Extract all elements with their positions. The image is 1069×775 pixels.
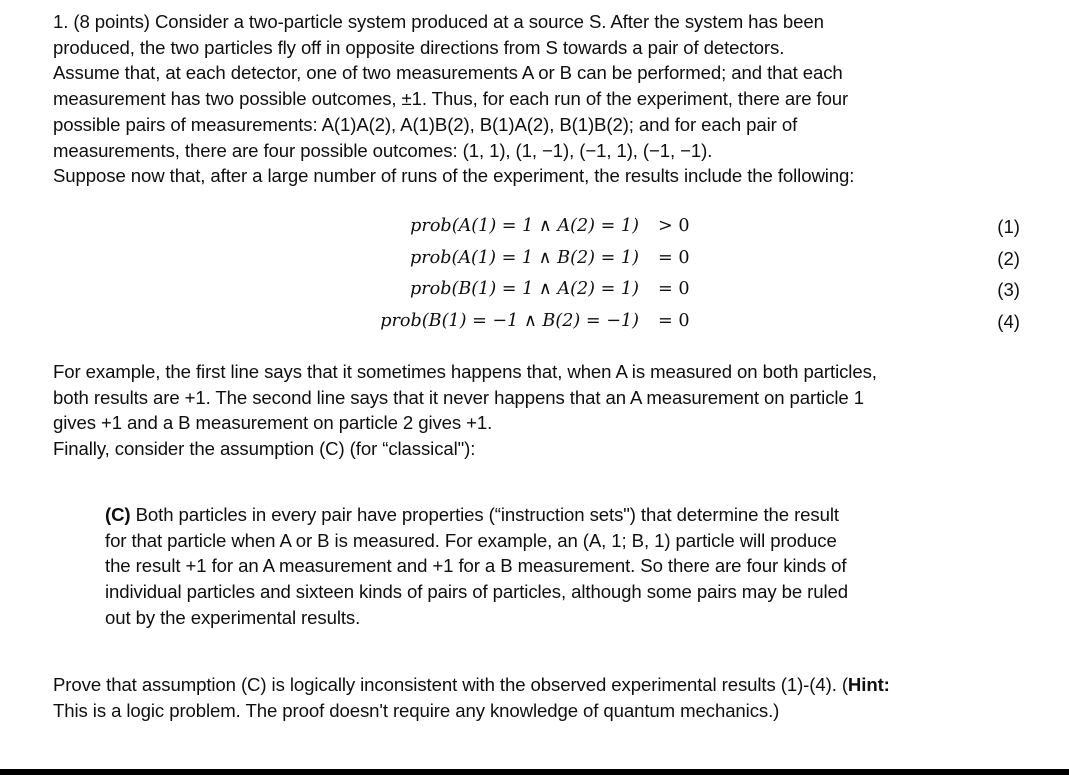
prove-instruction: [53, 672, 1033, 723]
equation-rhs: = 0: [658, 248, 690, 268]
intro-line: measurement has two possible outcomes, ±1. Thus, for each run of the experiment, there are four: [53, 88, 849, 110]
example-paragraph: [53, 359, 1033, 462]
example-line: For example, the first line says that it sometimes happens that, when A is measured on both particles,: [53, 361, 877, 382]
equation-rhs: > 0: [658, 216, 690, 236]
assumption-line: out by the experimental results.: [105, 606, 361, 628]
prove-line-1: [53, 672, 1033, 698]
assumption-label: (C): [105, 504, 131, 525]
equation-lhs: prob(A(1) = 1 ∧ B(2) = 1): [409, 248, 639, 268]
assumption-first-line-text: Both particles in every pair have properties (“instruction sets") that determine the result: [130, 504, 839, 525]
equation-block: [0, 214, 1069, 344]
intro-line: 1. (8 points) Consider a two-particle system produced at a source S. After the system has been: [53, 11, 824, 32]
example-line: Finally, consider the assumption (C) (for “classical"):: [53, 438, 476, 460]
prove-text: Prove that assumption (C) is logically inconsistent with the observed experimental results (1)-(4). (: [53, 674, 848, 695]
assumption-line: for that particle when A or B is measured. For example, an (A, 1; B, 1) particle will produce: [105, 529, 837, 551]
assumption-c-block: [105, 502, 1005, 631]
intro-line: measurements, there are four possible outcomes: (1, 1), (1, −1), (−1, 1), (−1, −1).: [53, 139, 713, 161]
equation-number: (4): [997, 311, 1020, 332]
equation-row: [0, 279, 1069, 310]
equation-lhs: prob(B(1) = −1 ∧ B(2) = −1): [380, 311, 639, 331]
intro-line: Assume that, at each detector, one of two measurements A or B can be performed; and that each: [53, 62, 843, 84]
problem-intro: [53, 9, 1033, 189]
example-line: both results are +1. The second line says that it never happens that an A measurement on particle 1: [53, 386, 864, 408]
equation-number: (2): [997, 248, 1020, 269]
hint-label: Hint:: [847, 674, 890, 695]
equation-rhs: = 0: [658, 311, 690, 331]
assumption-line: the result +1 for an A measurement and +1 for a B measurement. So there are four kinds of: [105, 555, 847, 577]
equation-row: [0, 311, 1069, 342]
equation-rhs: = 0: [658, 279, 690, 299]
intro-line: produced, the two particles fly off in opposite directions from S towards a pair of detectors.: [53, 36, 785, 58]
bottom-border: [0, 769, 1069, 775]
equation-number: (3): [997, 279, 1020, 300]
equation-row: [0, 248, 1069, 279]
example-line: gives +1 and a B measurement on particle 2 gives +1.: [53, 412, 493, 434]
assumption-first-line: [105, 502, 1005, 528]
prove-line-2: This is a logic problem. The proof doesn't require any knowledge of quantum mechanics.): [53, 699, 780, 721]
assumption-line: individual particles and sixteen kinds of pairs of particles, although some pairs may be ruled: [105, 581, 849, 603]
equation-row: [0, 216, 1069, 247]
equation-lhs: prob(B(1) = 1 ∧ A(2) = 1): [409, 279, 639, 299]
intro-line: possible pairs of measurements: A(1)A(2), A(1)B(2), B(1)A(2), B(1)B(2); and for each pair of: [53, 113, 798, 135]
intro-line: Suppose now that, after a large number of runs of the experiment, the results include the following:: [53, 165, 855, 187]
equation-number: (1): [997, 216, 1020, 237]
equation-lhs: prob(A(1) = 1 ∧ A(2) = 1): [410, 216, 639, 236]
